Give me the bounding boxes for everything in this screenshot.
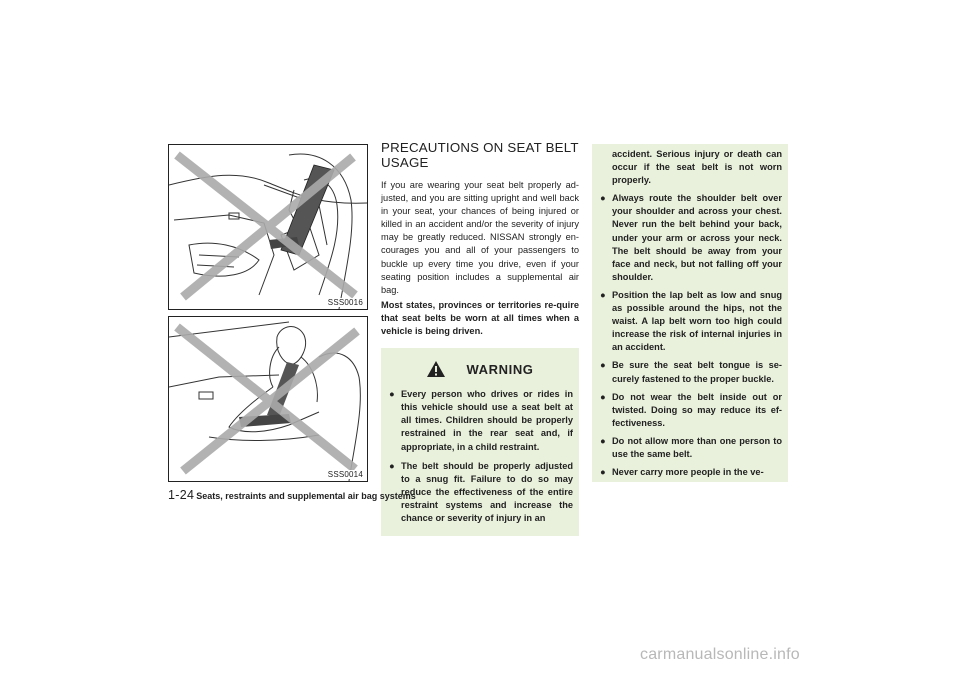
- chapter-title: Seats, restraints and supplemental air bag systems: [196, 491, 416, 501]
- warning-box-continued: [592, 144, 788, 482]
- warning-triangle-icon: [426, 360, 446, 378]
- figure-seat-belt-wrong-2: [168, 316, 368, 482]
- warning-item: ● Always route the shoulder belt over your shoulder and across your chest. Never run the belt behind your back, under your arm or across your neck. The belt should be away from your face and neck, but not falling off your shoulder.: [600, 193, 782, 282]
- page-number: 1-24: [168, 488, 195, 502]
- warning-item: ● Be sure the seat belt tongue is se-curely fastened to the proper buckle.: [600, 360, 782, 384]
- warning-item: ● Every person who drives or rides in this vehicle should use a seat belt at all times. Children should be properly restrained in the rear seat and, if appropriate, in a child restraint.: [389, 389, 573, 452]
- warning-list-continued: [598, 148, 782, 479]
- warning-item: ● Never carry more people in the ve-: [600, 467, 764, 478]
- text-column-right: [592, 144, 788, 482]
- law-note: Most states, provinces or territories re-quire that seat belts be worn at all times when a vehicle is being driven.: [381, 299, 579, 337]
- warning-box: [381, 348, 579, 536]
- figure-seat-belt-wrong-1: [168, 144, 368, 310]
- seat-belt-wrong-illustration-1: [169, 145, 367, 309]
- page-footer: [168, 488, 416, 502]
- section-title: PRECAUTIONS ON SEAT BELT USAGE: [381, 140, 579, 170]
- warning-item: ● Position the lap belt as low and snug as possible around the hips, not the waist. A lap belt worn too high could increase the risk of internal injuries in an accident.: [600, 289, 782, 353]
- warning-item: ● Do not wear the belt inside out or twisted. Doing so may reduce its ef-fectiveness.: [600, 391, 782, 428]
- warning-item-continued: accident. Serious injury or death can occur if the seat belt is not worn properly.: [612, 149, 782, 186]
- watermark: carmanualsonline.info: [640, 646, 800, 663]
- warning-item: ● Do not allow more than one person to use the same belt.: [600, 435, 782, 459]
- figure-code-2: SSS0014: [327, 470, 363, 479]
- warning-header: [387, 356, 573, 382]
- seat-belt-wrong-illustration-2: [169, 317, 367, 481]
- figure-code-1: SSS0016: [327, 298, 363, 307]
- warning-list: [387, 388, 573, 525]
- intro-paragraph: If you are wearing your seat belt properly ad-justed, and you are sitting upright and well back in your seat, your chances of being injured or killed in an accident and/or the severity of injury may be greatly reduced. NISSAN strongly en-courages you and all of your passengers to buckle up every time you drive, even if your seating position includes a supplemental air bag.: [381, 180, 579, 295]
- warning-label: WARNING: [466, 361, 534, 377]
- text-column-middle: [381, 140, 579, 536]
- warning-item: ● The belt should be properly adjusted to a snug fit. Failure to do so may reduce the effectiveness of the entire restraint systems and increase the chance or severity of injury in an: [389, 460, 573, 523]
